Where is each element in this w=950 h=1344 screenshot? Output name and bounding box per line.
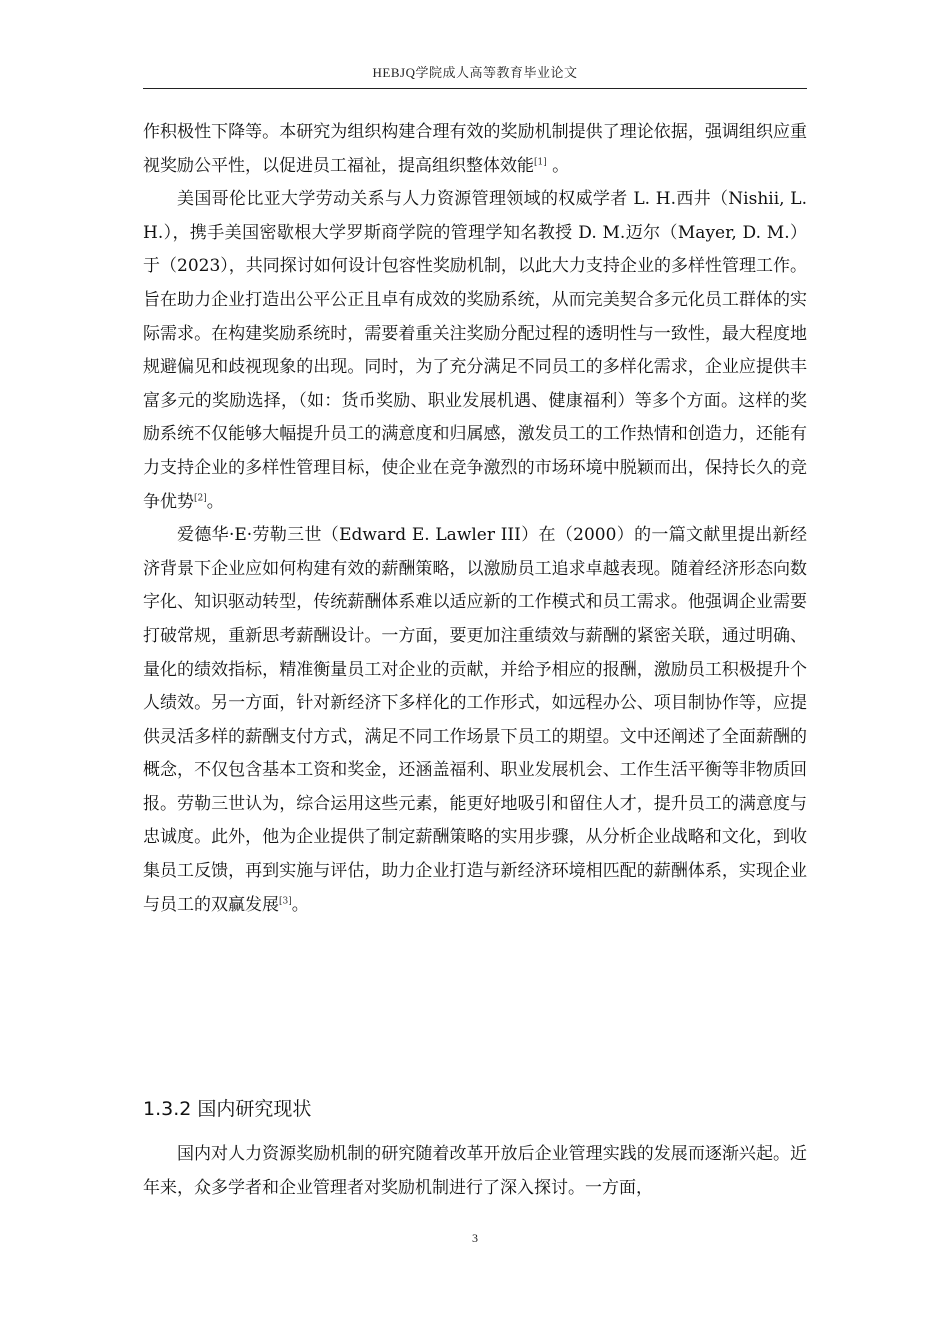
section-heading: 1.3.2 国内研究现状: [143, 1098, 312, 1120]
page-number: 3: [472, 1231, 478, 1245]
paragraph-nishii-mayer: [143, 183, 807, 519]
paragraph-tail: 。: [546, 155, 570, 176]
paragraph-continued: [143, 116, 807, 183]
paragraph-text: 作积极性下降等。本研究为组织构建合理有效的奖励机制提供了理论依据，强调组织应重视奖励公平性，以促进员工福祉，提高组织整体效能: [143, 122, 807, 176]
paragraph-text: 爱德华·E·劳勒三世（Edward E. Lawler III）在（2000）的一篇文献里提出新经济背景下企业应如何构建有效的薪酬策略，以激励员工追求卓越表现。随着经济形态向数字化、知识驱动转型，传统薪酬体系难以适应新的工作模式和员工需求。他强调企业需要打破常规，重新思考薪酬设计。一方面，要更加注重绩效与薪酬的紧密关联，通过明确、量化的绩效指标，精准衡量员工对企业的贡献，并给予相应的报酬，激励员工积极提升个人绩效。另一方面，针对新经济下多样化的工作形式，如远程办公、项目制协作等，应提供灵活多样的薪酬支付方式，满足不同工作场景下员工的期望。文中还阐述了全面薪酬的概念，不仅包含基本工资和奖金，还涵盖福利、职业发展机会、工作生活平衡等非物质回报。劳勒三世认为，综合运用这些元素，能更好地吸引和留住人才，提升员工的满意度与忠诚度。此外，他为企业提供了制定薪酬策略的实用步骤，从分析企业战略和文化，到收集员工反馈，再到实施与评估，助力企业打造与新经济环境相匹配的薪酬体系，实现企业与员工的双赢发展: [143, 525, 807, 915]
paragraph-tail: 。: [206, 491, 224, 512]
paragraph-tail: 。: [291, 894, 309, 915]
citation-marker: [2]: [194, 492, 207, 503]
body-text: [143, 116, 807, 922]
paragraph-domestic-research: 国内对人力资源奖励机制的研究随着改革开放后企业管理实践的发展而逐渐兴起。近年来，众多学者和企业管理者对奖励机制进行了深入探讨。一方面，: [143, 1144, 807, 1198]
paragraph-lawler: [143, 519, 807, 922]
header-rule: [143, 88, 807, 89]
citation-marker: [3]: [279, 896, 292, 906]
running-header: HEBJQ学院成人高等教育毕业论文: [372, 65, 578, 80]
citation-marker: [1]: [534, 156, 547, 167]
section-body-text: [143, 1138, 807, 1205]
paragraph-text: 美国哥伦比亚大学劳动关系与人力资源管理领域的权威学者 L. H.西井（Nishii, L. H.），携手美国密歇根大学罗斯商学院的管理学知名教授 D. M.迈尔（Mayer, D. M.）于（2023），共同探讨如何设计包容性奖励机制，以此大力支持企业的多样性管理工作。旨在助力企业打造出公平公正且卓有成效的奖励系统，从而完美契合多元化员工群体的实际需求。在构建奖励系统时，需要着重关注奖励分配过程的透明性与一致性，最大程度地规避偏见和歧视现象的出现。同时，为了充分满足不同员工的多样化需求，企业应提供丰富多元的奖励选择，（如：货币奖励、职业发展机遇、健康福利）等多个方面。这样的奖励系统不仅能够大幅提升员工的满意度和归属感，激发员工的工作热情和创造力，还能有力支持企业的多样性管理目标，使企业在竞争激烈的市场环境中脱颖而出，保持长久的竞争优势: [143, 189, 807, 512]
